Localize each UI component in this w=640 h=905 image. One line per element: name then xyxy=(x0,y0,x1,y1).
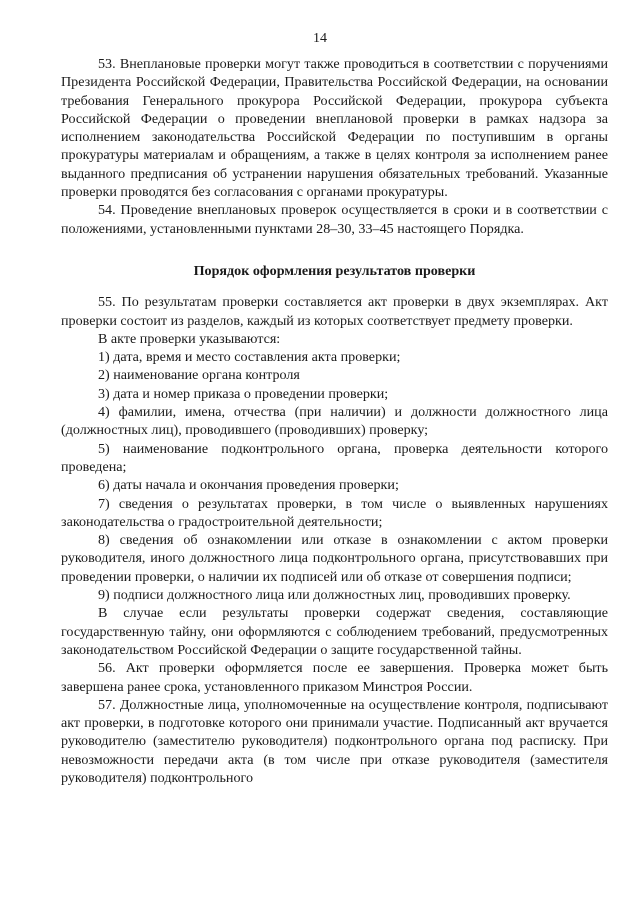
paragraph-54: 54. Проведение внеплановых проверок осуществляется в сроки и в соответствии с положениями, установленными пунктами 28–30, 33–45 настоящего Порядка. xyxy=(61,202,608,237)
page-number: 14 xyxy=(313,31,327,46)
document-body xyxy=(61,55,608,787)
list-item: 9) подписи должностного лица или должностных лиц, проводивших проверку. xyxy=(98,587,571,604)
paragraph-55: 55. По результатам проверки составляется акт проверки в двух экземплярах. Акт проверки состоит из разделов, каждый из которых соответствует предмету проверки. xyxy=(61,294,608,329)
paragraph-state-secret: В случае если результаты проверки содержат сведения, составляющие государственную тайну, они оформляются с соблюдением требований, предусмотренных законодательством Российской Федерации о защите государственной тайны. xyxy=(61,605,608,658)
list-item: 8) сведения об ознакомлении или отказе в ознакомлении с актом проверки руководителя, иного должностного лица подконтрольного органа, присутствовавших при проведении проверки, о наличии их подписей или об отказе от совершения подписи; xyxy=(61,532,608,585)
list-item: 1) дата, время и место составления акта проверки; xyxy=(98,349,401,366)
paragraph-57: 57. Должностные лица, уполномоченные на осуществление контроля, подписывают акт проверки, в подготовке которого они принимали участие. Подписанный акт вручается руководителю (заместителю руководителя) подконтрольного органа под расписку. При невозможности передачи акта (в том числе при отказе руководителя (заместителя руководителя) подконтрольного xyxy=(61,696,608,786)
list-item: 2) наименование органа контроля xyxy=(98,367,300,384)
list-item: 7) сведения о результатах проверки, в том числе о выявленных нарушениях законодательства о градостроительной деятельности; xyxy=(61,495,608,530)
list-item: 5) наименование подконтрольного органа, проверка деятельности которого проведена; xyxy=(61,440,608,475)
paragraph-53: 53. Внеплановые проверки могут также проводиться в соответствии с поручениями Президента Российской Федерации, Правительства Российской Федерации, на основании требования Генерального прокурора Российской Федерации, прокурора субъекта Российской Федерации о проведении внеплановой проверки в рамках надзора за исполнением законодательства Российской Федерации по поступившим в органы прокуратуры материалам и обращениям, а также в целях контроля за исполнением ранее выданного предписания об устранении нарушения обязательных требований. Указанные проверки проводятся без согласования с органами прокуратуры. xyxy=(61,56,608,201)
list-item: 6) даты начала и окончания проведения проверки; xyxy=(98,477,399,494)
list-item: 3) дата и номер приказа о проведении проверки; xyxy=(98,385,389,402)
list-intro: В акте проверки указываются: xyxy=(98,330,281,347)
paragraph-56: 56. Акт проверки оформляется после ее завершения. Проверка может быть завершена ранее срока, установленного приказом Минстроя России. xyxy=(61,660,608,695)
section-heading: Порядок оформления результатов проверки xyxy=(193,262,476,279)
list-item: 4) фамилии, имена, отчества (при наличии) и должности должностного лица (должностных лиц), проводившего (проводивших) проверку; xyxy=(61,404,608,439)
